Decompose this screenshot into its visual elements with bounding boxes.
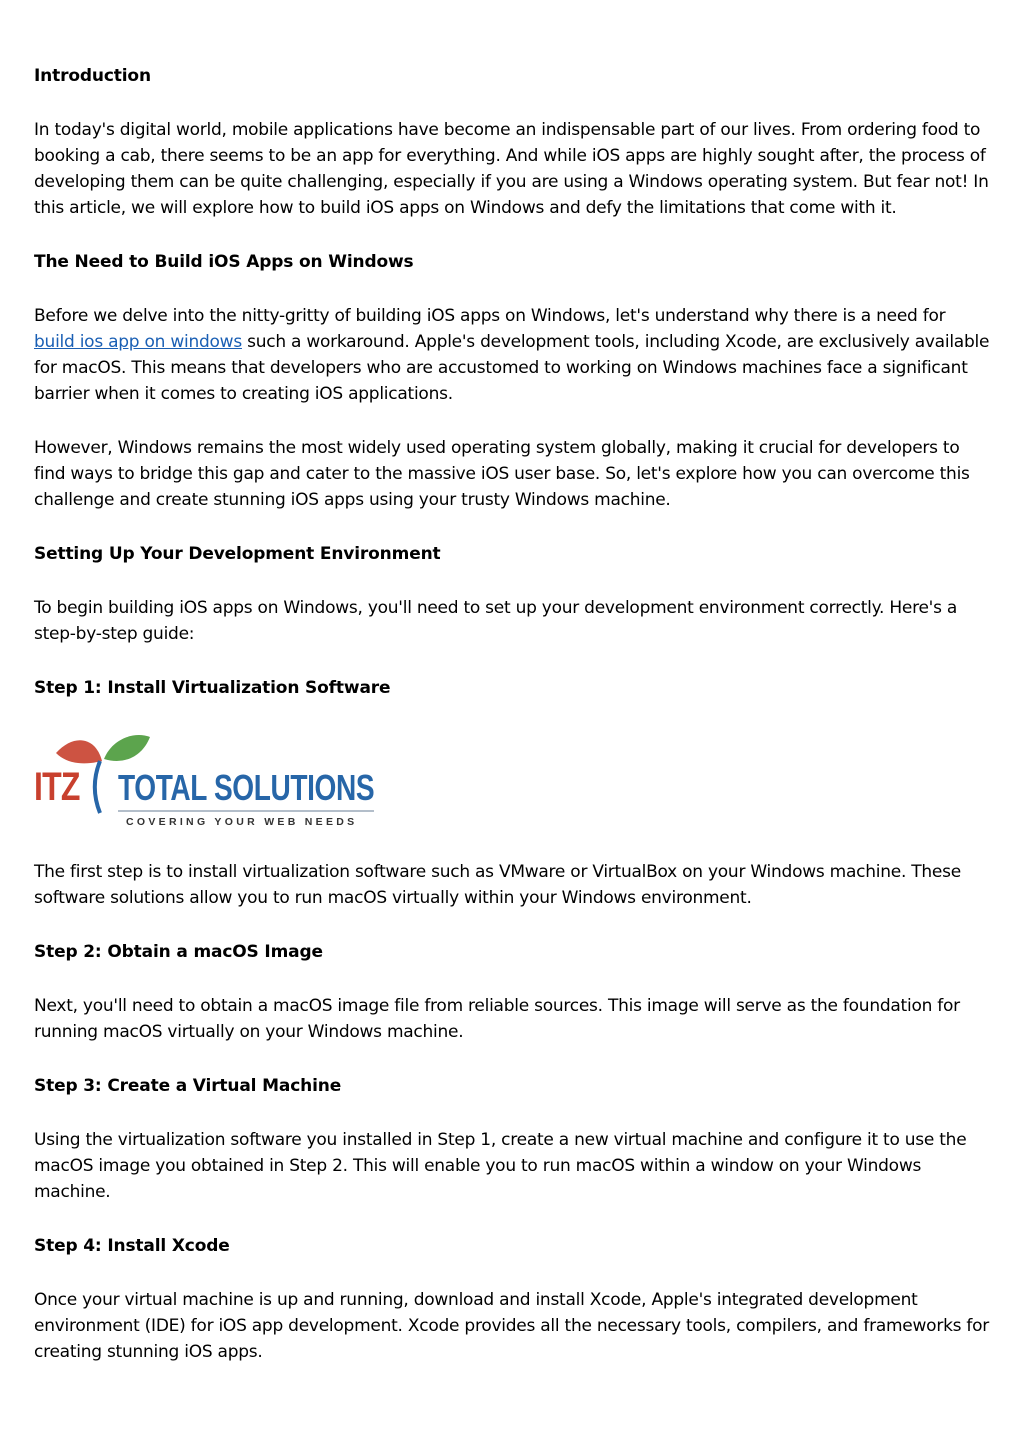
logo-name-text: TOTAL SOLUTIONS (118, 767, 375, 808)
paragraph-need-text-end: such a workaround. Apple's development tools, including Xcode, are exclusively available for macOS. This means that developers who are accustomed to working on Windows machines face a significant barrier when it comes to creating iOS applications. (34, 332, 990, 404)
paragraph-need (34, 303, 990, 407)
build-ios-app-link[interactable]: build ios app on windows (34, 332, 242, 352)
logo-itz-text: ITZ (34, 765, 80, 809)
step4-heading: Step 4: Install Xcode (34, 1236, 230, 1256)
paragraph-step4: Once your virtual machine is up and running, download and install Xcode, Apple's integrated development environment (IDE) for iOS app development. Xcode provides all the necessary tools, compilers, and frameworks for creating stunning iOS apps. (34, 1290, 990, 1362)
itz-total-solutions-logo (34, 731, 384, 831)
paragraph-step3: Using the virtualization software you installed in Step 1, create a new virtual machine and configure it to use the macOS image you obtained in Step 2. This will enable you to run macOS within a window on your Windows machine. (34, 1130, 967, 1202)
logo-tagline-text: COVERING YOUR WEB NEEDS (126, 816, 358, 828)
section-heading-need: The Need to Build iOS Apps on Windows (34, 252, 414, 272)
paragraph-step2: Next, you'll need to obtain a macOS image file from reliable sources. This image will serve as the foundation for running macOS virtually on your Windows machine. (34, 996, 960, 1042)
step1-heading: Step 1: Install Virtualization Software (34, 678, 391, 698)
section-heading-introduction: Introduction (34, 66, 151, 86)
step2-heading: Step 2: Obtain a macOS Image (34, 942, 323, 962)
paragraph-introduction: In today's digital world, mobile applications have become an indispensable part of our lives. From ordering food to booking a cab, there seems to be an app for everything. And while iOS apps are highly sought after, the process of developing them can be quite challenging, especially if you are using a Windows operating system. But fear not! In this article, we will explore how to build iOS apps on Windows and defy the limitations that come with it. (34, 120, 989, 218)
paragraph-step1: The first step is to install virtualization software such as VMware or VirtualBox on your Windows machine. These software solutions allow you to run macOS virtually within your Windows environment. (34, 862, 961, 908)
section-heading-setup: Setting Up Your Development Environment (34, 544, 441, 564)
paragraph-setup: To begin building iOS apps on Windows, you'll need to set up your development environment correctly. Here's a step-by-step guide: (34, 598, 957, 644)
step3-heading: Step 3: Create a Virtual Machine (34, 1076, 342, 1096)
paragraph-need-text-start: Before we delve into the nitty-gritty of building iOS apps on Windows, let's understand why there is a need for (34, 306, 946, 326)
paragraph-however: However, Windows remains the most widely used operating system globally, making it crucial for developers to find ways to bridge this gap and cater to the massive iOS user base. So, let's explore how you can overcome this challenge and create stunning iOS apps using your trusty Windows machine. (34, 438, 970, 510)
